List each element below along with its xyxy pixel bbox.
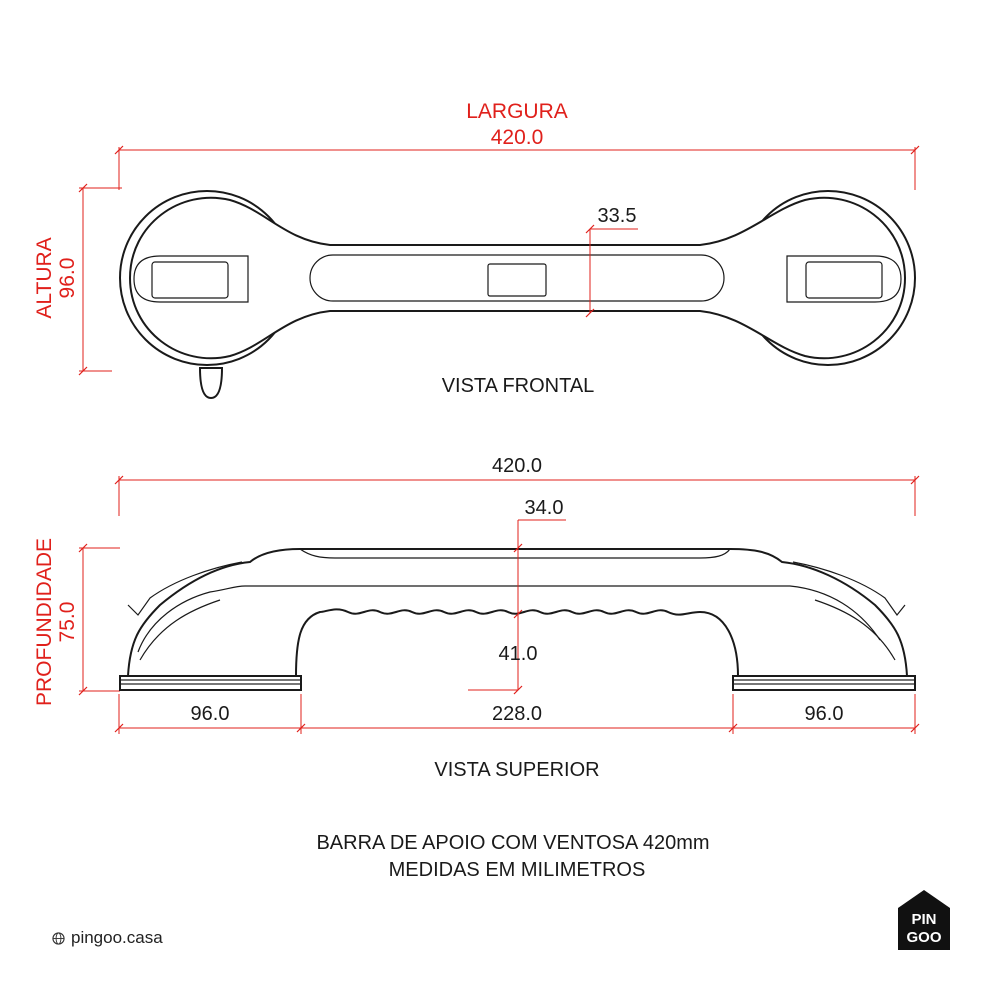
top-view [33,455,919,781]
width-value: 420.0 [490,126,544,149]
right-base-value: 96.0 [804,703,844,725]
overall-width-value: 420.0 [491,455,543,477]
footer-website[interactable] [52,928,163,948]
globe-icon [52,932,65,945]
width-dimension [115,100,919,190]
width-label: LARGURA [466,100,568,123]
base-span-dimensions [115,694,919,734]
height-dimension [33,184,122,375]
left-base-value: 96.0 [190,703,230,725]
grab-bar-front-outline [120,191,915,398]
clearance-value: 41.0 [498,643,538,665]
grip-height-value: 33.5 [597,205,637,227]
front-view-title: VISTA FRONTAL [441,375,595,397]
caption-line-2: MEDIDAS EM MILIMETROS [388,859,646,881]
logo-line-1: PIN [911,911,937,928]
pingoo-logo [898,890,950,950]
height-value: 96.0 [56,257,79,299]
height-label: ALTURA [33,237,56,319]
logo-line-2: GOO [906,929,942,946]
overall-width-dimension [115,455,919,516]
top-view-title: VISTA SUPERIOR [434,759,600,781]
depth-label: PROFUNDIDADE [33,537,56,707]
depth-dimension [33,538,120,706]
grip-depth-value: 34.0 [524,497,564,519]
center-span-value: 228.0 [491,703,543,725]
front-view [33,100,919,398]
caption [316,832,709,881]
depth-value: 75.0 [56,601,79,643]
caption-line-1: BARRA DE APOIO COM VENTOSA 420mm [316,832,710,854]
website-url: pingoo.casa [71,928,163,947]
